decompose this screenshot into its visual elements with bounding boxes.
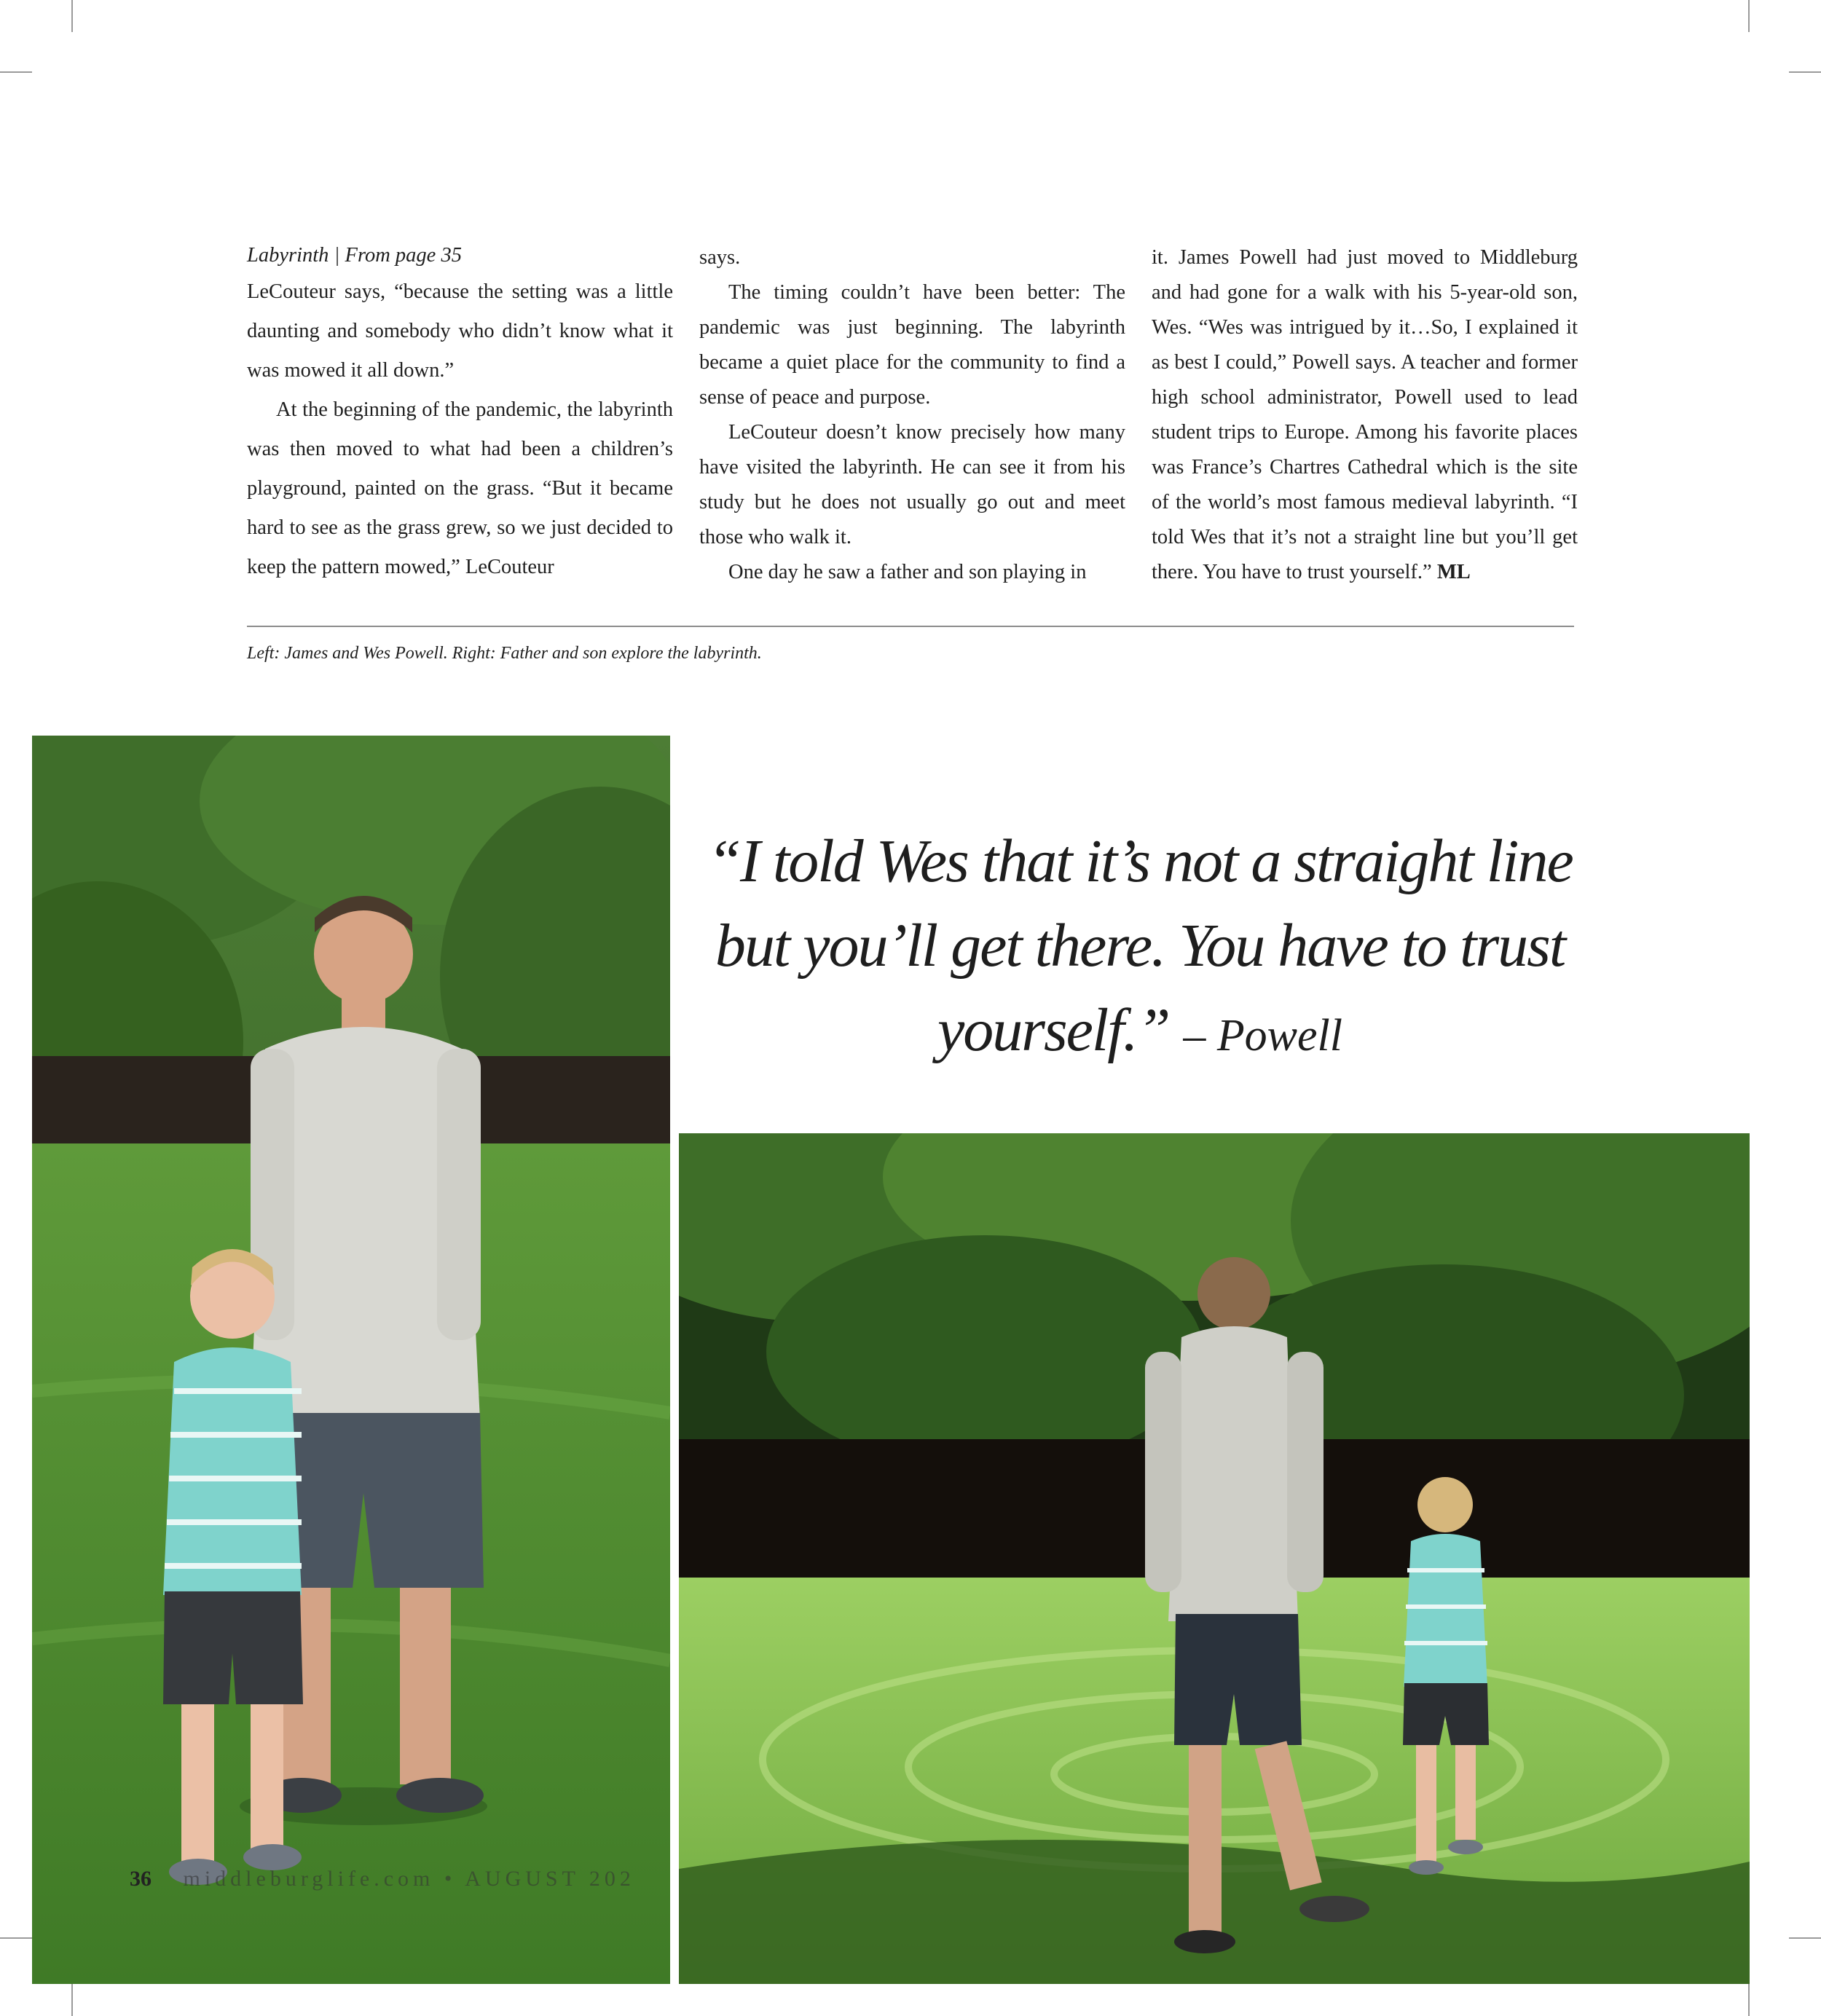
crop-mark bbox=[1789, 1937, 1821, 1939]
crop-mark bbox=[1748, 1984, 1750, 2016]
crop-mark bbox=[1789, 71, 1821, 73]
author-signoff: ML bbox=[1436, 561, 1471, 583]
running-head-section: Labyrinth bbox=[247, 244, 329, 267]
caption-rule bbox=[247, 626, 1574, 627]
pull-quote bbox=[685, 819, 1595, 1078]
photo-right-illustration bbox=[679, 1133, 1750, 1984]
crop-mark bbox=[0, 71, 32, 73]
article-column-1 bbox=[247, 240, 673, 587]
paragraph-text: it. James Powell had just moved to Middleburg and had gone for a walk with his 5-year-old son, Wes. “Wes was intrigued by it…So, I explained it as best I could,” Powell says. A teacher and former high school administrator, Powell used to lead student trips to Europe. Among his favorite places was France’s Chartres Cathedral which is the site of the world’s most famous medieval labyrinth. “I told Wes that it’s not a straight line but you’ll get there. You have to trust yourself.” bbox=[1152, 246, 1578, 583]
running-head-separator: | bbox=[334, 244, 340, 267]
paragraph bbox=[1152, 240, 1578, 590]
pull-quote-text: “I told Wes that it’s not a straight line but you’ll get there. You have to trust yourself.” bbox=[707, 827, 1573, 1064]
paragraph: At the beginning of the pandemic, the labyrinth was then moved to what had been a children’s playground, painted on the grass. “But it became hard to see as the grass grew, so we just decided to keep the pattern mowed,” LeCouteur bbox=[247, 398, 673, 578]
photo-caption: Left: James and Wes Powell. Right: Father and son explore the labyrinth. bbox=[247, 644, 762, 663]
paragraph: One day he saw a father and son playing in bbox=[728, 561, 1087, 583]
running-head bbox=[247, 240, 673, 271]
photo-father-and-son-labyrinth bbox=[679, 1133, 1750, 1984]
photo-james-and-wes-powell bbox=[32, 736, 670, 1984]
article-column-2 bbox=[699, 240, 1125, 590]
article-column-3 bbox=[1152, 240, 1578, 590]
paragraph: LeCouteur doesn’t know precisely how many have visited the labyrinth. He can see it from his study but he does not usually go out and meet those who walk it. bbox=[699, 421, 1125, 548]
page-folio bbox=[130, 1863, 635, 1895]
crop-mark bbox=[1748, 0, 1750, 32]
paragraph: LeCouteur says, “because the setting was a little daunting and somebody who didn’t know what it was mowed it all down.” bbox=[247, 280, 673, 382]
photo-left-illustration bbox=[32, 736, 670, 1984]
paragraph: The timing couldn’t have been better: The pandemic was just beginning. The labyrinth became a quiet place for the community to find a sense of peace and purpose. bbox=[699, 281, 1125, 409]
crop-mark bbox=[71, 0, 73, 32]
page-number: 36 bbox=[130, 1867, 152, 1891]
folio-site-date: middleburglife.com • AUGUST 202 bbox=[183, 1867, 635, 1891]
crop-mark bbox=[0, 1937, 32, 1939]
paragraph: says. bbox=[699, 246, 741, 269]
crop-mark bbox=[71, 1984, 73, 2016]
pull-quote-attribution: – Powell bbox=[1183, 1011, 1343, 1060]
running-head-from: From page 35 bbox=[345, 244, 462, 267]
